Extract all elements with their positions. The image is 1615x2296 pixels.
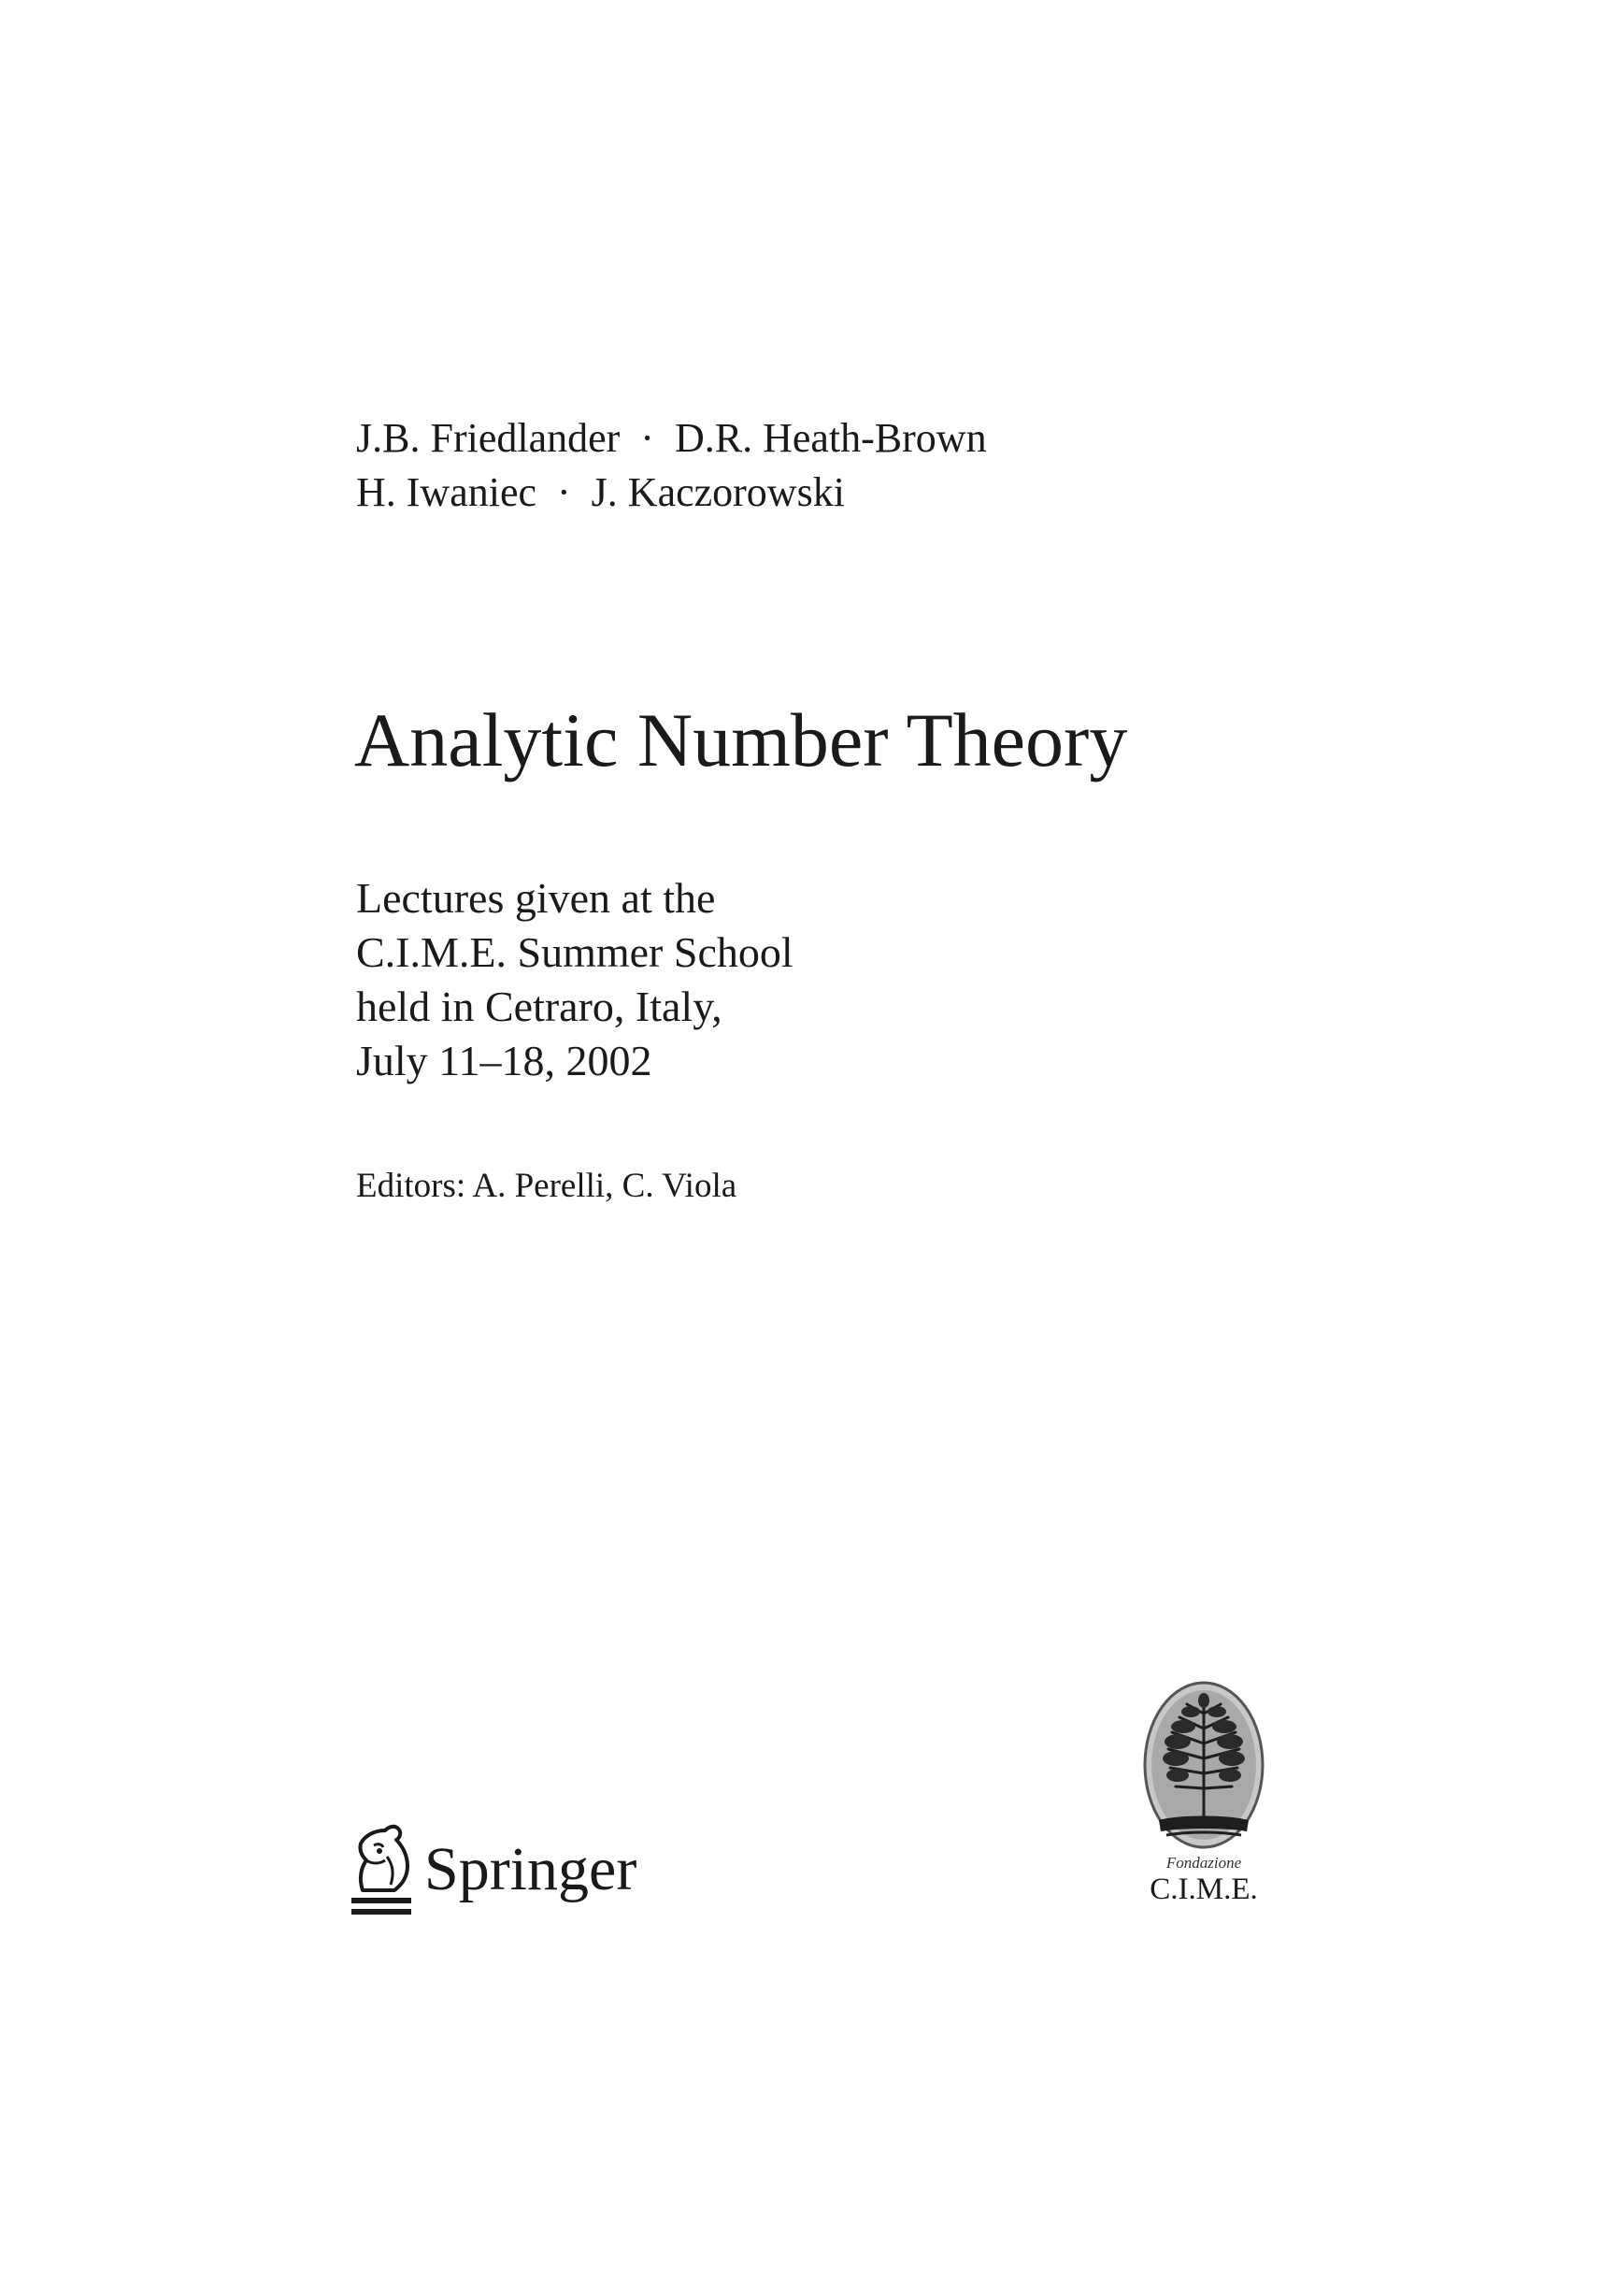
book-title: Analytic Number Theory xyxy=(354,697,1128,782)
springer-logo xyxy=(342,1823,660,1916)
author-name: J.B. Friedlander xyxy=(356,415,621,461)
tree-seal-icon xyxy=(1142,1680,1265,1850)
subtitle-line: held in Cetraro, Italy, xyxy=(356,983,722,1030)
author-separator: · xyxy=(557,469,571,515)
author-name: J. Kaczorowski xyxy=(591,469,845,515)
cime-logo xyxy=(1138,1680,1269,1904)
springer-knight-icon xyxy=(342,1823,419,1916)
author-list xyxy=(356,411,987,520)
subtitle-line: July 11–18, 2002 xyxy=(356,1037,652,1084)
author-name: D.R. Heath-Brown xyxy=(674,415,987,461)
author-separator: · xyxy=(640,415,654,461)
subtitle-line: C.I.M.E. Summer School xyxy=(356,928,793,976)
editors-line: Editors: A. Perelli, C. Viola xyxy=(356,1167,737,1205)
author-name: H. Iwaniec xyxy=(356,469,537,515)
subtitle-line: Lectures given at the xyxy=(356,874,716,922)
book-subtitle xyxy=(356,871,793,1088)
author-line-1 xyxy=(356,411,987,466)
publisher-name: Springer xyxy=(424,1835,637,1903)
foundation-name: C.I.M.E. xyxy=(1150,1873,1258,1906)
foundation-label: Fondazione xyxy=(1165,1854,1242,1872)
author-line-2 xyxy=(356,466,987,520)
